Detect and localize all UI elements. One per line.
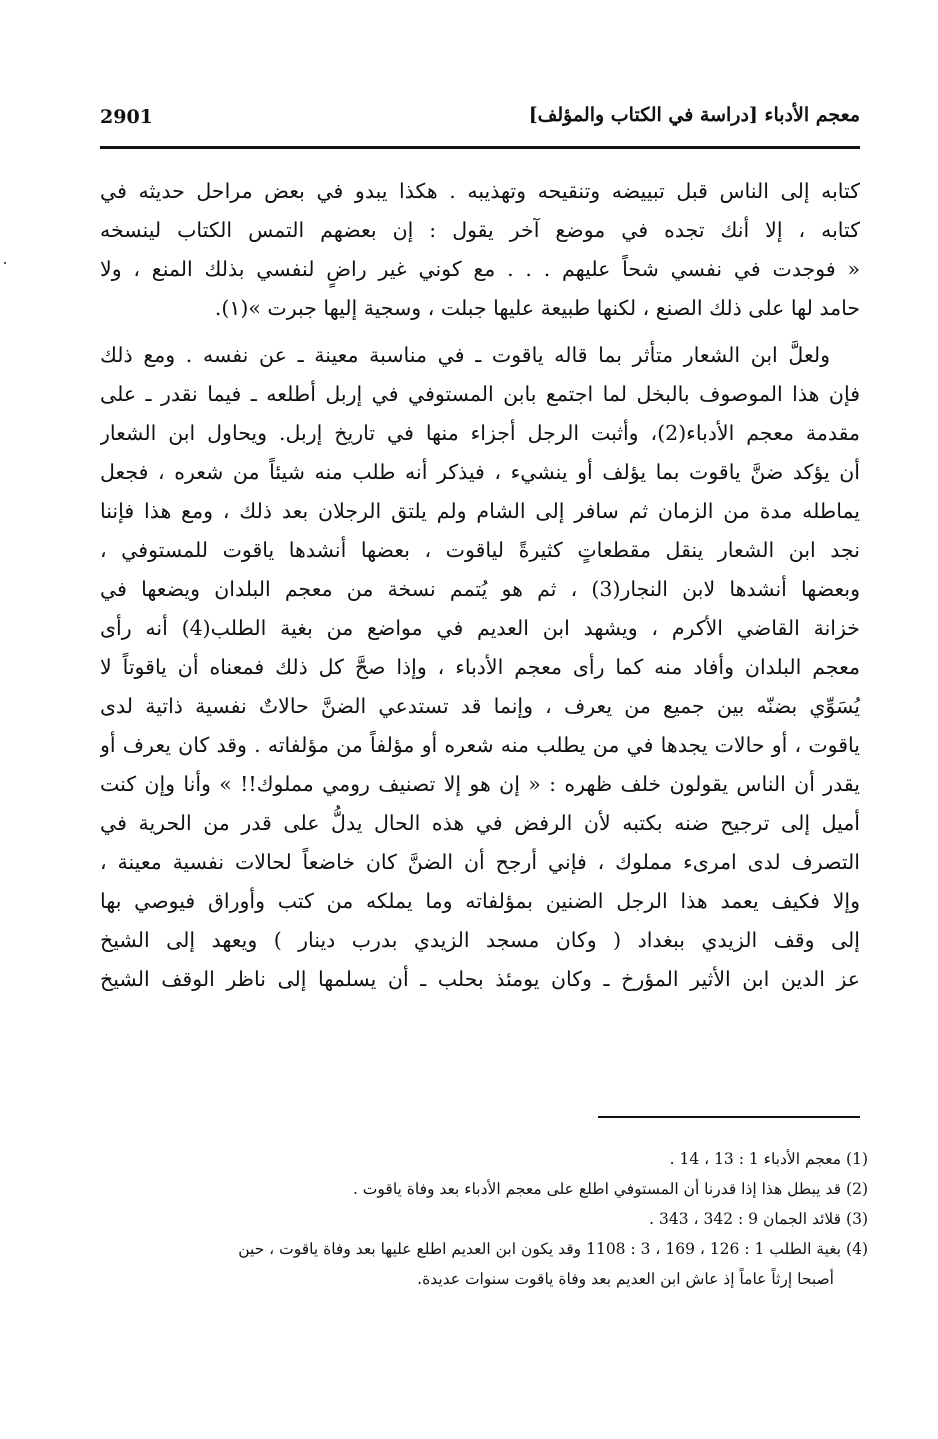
text-line: أن يؤكد ضنَّ ياقوت بما يؤلف أو ينشيء ، فيذكر أنه طلب منه شيئاً من شعره ، فجعل — [100, 460, 860, 484]
footnote-4-continued: أصبحا إرثاً عاماً إذ عاش ابن العديم بعد وفاة ياقوت سنوات عديدة. — [417, 1270, 834, 1288]
text-line: حامد لها على ذلك الصنع ، لكنها طبيعة عليها جبلت ، وسجية إليها جبرت »(١). — [214, 296, 860, 320]
scan-speck — [4, 262, 6, 264]
text-line: وإلا فكيف يعمد هذا الرجل الضنين بمؤلفاته وما يملكه من كتب وأوراق فيوصي بها — [100, 889, 860, 913]
text-line: أميل إلى ترجيح ضنه بكتبه لأن الرفض في هذه الحال يدلُّ على قدر من الحرية في — [100, 811, 860, 835]
text-line: فإن هذا الموصوف بالبخل لما اجتمع بابن المستوفي في إربل أطلعه ـ فيما نقدر ـ على — [100, 382, 860, 406]
text-line: يماطله مدة من الزمان ثم سافر إلى الشام ولم يلتق الرجلان بعد ذلك ، ومع هذا فإننا — [100, 499, 860, 523]
footnotes — [100, 1144, 868, 1294]
text-line: التصرف لدى امرىء مملوك ، فإني أرجح أن الضنَّ كان خاضعاً لحالات نفسية معينة ، — [100, 850, 860, 874]
running-header — [100, 96, 860, 136]
text-line: معجم البلدان وأفاد منه كما رأى معجم الأدباء ، وإذا صحَّ كل ذلك فمعناه أن ياقوتاً لا — [100, 655, 860, 679]
text-line: ولعلَّ ابن الشعار متأثر بما قاله ياقوت ـ في مناسبة معينة ـ عن نفسه . ومع ذلك — [100, 343, 830, 367]
page-number: 2901 — [100, 106, 153, 128]
footnote-1: (1) معجم الأدباء 1 : 13 ، 14 . — [669, 1150, 868, 1168]
text-line: يقدر أن الناس يقولون خلف ظهره : « إن هو إلا تصنيف رومي مملوك!! » وأنا وإن كنت — [100, 772, 860, 796]
text-line: خزانة القاضي الأكرم ، ويشهد ابن العديم في مواضع من بغية الطلب(4) أنه رأى — [100, 616, 860, 640]
header-title: معجم الأدباء [دراسة في الكتاب والمؤلف] — [528, 104, 860, 126]
footnote-rule — [598, 1116, 860, 1118]
footnote-2: (2) قد يبطل هذا إذا قدرنا أن المستوفي اطلع على معجم الأدباء بعد وفاة ياقوت . — [352, 1180, 868, 1198]
text-line: « فوجدت في نفسي شحاً عليهم . . . مع كوني غير راضٍ لنفسي بذلك المنع ، ولا — [100, 257, 860, 281]
text-line: مقدمة معجم الأدباء(2)، وأثبت الرجل أجزاء منها في تاريخ إربل. ويحاول ابن الشعار — [100, 421, 860, 445]
footnote-3: (3) قلائد الجمان 9 : 342 ، 343 . — [649, 1210, 868, 1228]
header-rule — [100, 146, 860, 149]
text-line: يُسَوِّي بضنّه بين جميع من يعرف ، وإنما قد تستدعي الضنَّ حالاتٌ نفسية ذاتية لدى — [100, 694, 860, 718]
text-line: عز الدين ابن الأثير المؤرخ ـ وكان يومئذ بحلب ـ أن يسلمها إلى ناظر الوقف الشيخ — [100, 967, 860, 991]
text-line: وبعضها أنشدها لابن النجار(3) ، ثم هو يُتمم نسخة من معجم البلدان ويضعها في — [100, 577, 860, 601]
text-line: كتابه ، إلا أنك تجده في موضع آخر يقول : إن بعضهم التمس الكتاب لينسخه — [100, 218, 860, 242]
text-line: كتابه إلى الناس قبل تبييضه وتنقيحه وتهذيبه . هكذا يبدو في بعض مراحل حديثه في — [100, 179, 860, 203]
text-line: ياقوت ، أو حالات يجدها في من يطلب منه شعره أو مؤلفاً من مؤلفاته . وقد كان يعرف أو — [100, 733, 860, 757]
paragraph-1 — [100, 172, 860, 328]
text-line: نجد ابن الشعار ينقل مقطعاتٍ كثيرةً لياقوت ، بعضها أنشدها ياقوت للمستوفي ، — [100, 538, 860, 562]
text-line: إلى وقف الزيدي ببغداد ( وكان مسجد الزيدي بدرب دينار ) ويعهد إلى الشيخ — [100, 928, 860, 952]
footnote-4: (4) بغية الطلب 1 : 126 ، 169 ، 3 : 1108 وقد يكون ابن العديم اطلع عليها بعد وفاة ياقوت ، حين — [238, 1240, 868, 1258]
paragraph-2 — [100, 336, 860, 999]
body-text — [100, 172, 860, 999]
